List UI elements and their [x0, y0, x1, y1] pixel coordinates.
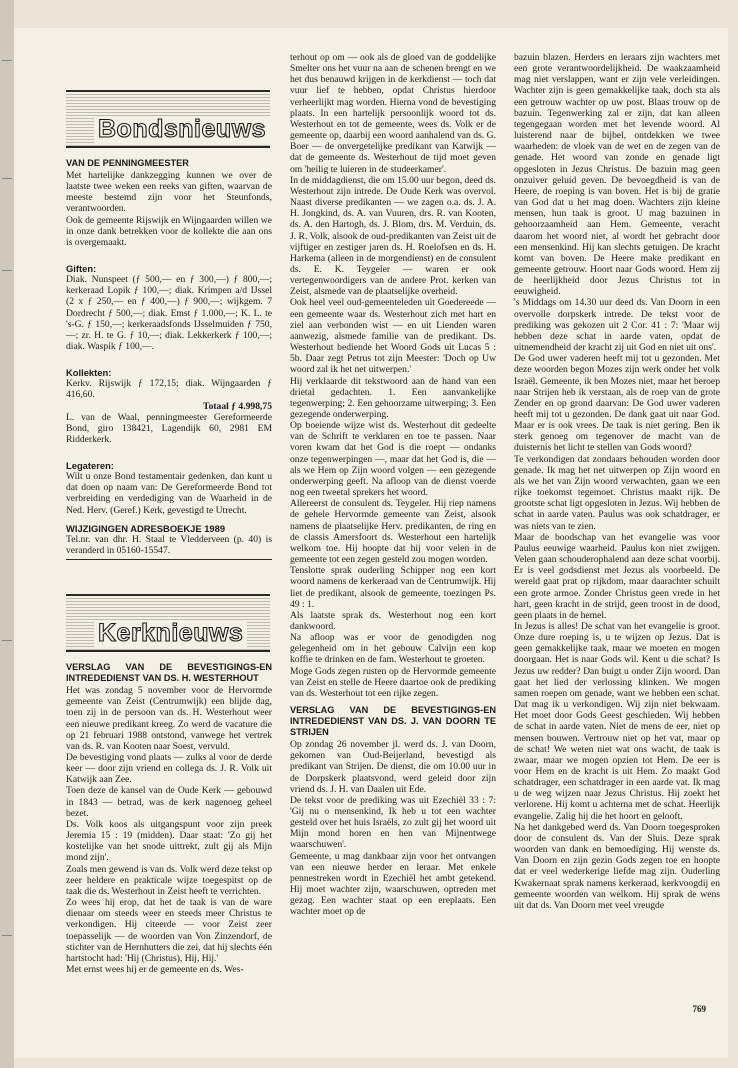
paragraph: Zoals men gewend is van ds. Volk werd deze tekst op zeer heldere en prakticale wijze toegespitst op de taak die ds. Westerhout in Zeist heeft te verrichten.	[66, 863, 272, 897]
edge-mark	[2, 640, 12, 641]
paragraph: Hij verklaarde dit tekstwoord aan de hand van een drietal gedachten. 1. Een aanvankelijke tegenwerping; 2. Een gehoorzame uitwerping; 3. Een gezegende onderwerping.	[290, 375, 496, 420]
paragraph: Tenslotte sprak ouderling Schipper nog een kort woord namens de kerkeraad van de Centrumwijk. Hij liet de predikant, alsook de gemeente, toezingen Ps. 49 : 1.	[290, 565, 496, 610]
paragraph: Maar de boodschap van het evangelie was voor Paulus eeuwige waarheid. Paulus kon niet zwijgen. Velen gaan schouderophalend aan deze schat voorbij. Er is veel godsdienst met Jezus als voorbeeld. De wereld gaat prat op rijkdom, maar daarachter schuilt een grote armoe. Zonder Christus geen vrede in het hart, geen kracht in de strijd, geen troost in de dood, geen plaats in de hemel.	[514, 531, 720, 621]
subheading: Giften:	[66, 263, 97, 275]
paragraph: In Jezus is alles! De schat van het evangelie is groot. Onze dure roeping is, u te wijzen op Jezus. Dat is geen gemakkelijke taak, maar we moeten en mogen doorgaan. Het is naar Gods wil. Kent u die schat? Is Jezus uw redder? Dan buigt u onder Zijn woord. Dan gaat het lied der verlossing klinken. We mogen samen roepen om genade, want we hebben een schat. Dat mag ik u verkondigen. Wij zijn niet bekwaam. Het moet door Gods Geest geschieden. Wij hebben de schat in aarde vaten. Niet de mens de eer, niet op mensen bouwen. Vertrouw niet op het vat, maar op de schat! We weten niet wat ons wacht, de taak is zwaar, maar we mogen opzien tot Hem. De eer is voor Hem en de kracht is uit Hem. Zo maakt God schatdrager, een schatdrager in een aarde vat. Ik mag u de weg wijzen naar Jezus Christus. Hij zoekt het verlorene. Hij komt u achterna met de schat. Heerlijk evangelie. Zalig hij die het hoort en gelooft.	[514, 620, 720, 822]
section-heading: VAN DE PENNINGMEESTER	[66, 158, 189, 168]
signature: L. van de Waal, penningmeester Gereformeerde Bond, giro 138421, Lagendijk 60, 2981 EM Ridderkerk.	[66, 411, 272, 445]
paragraph: Ook de gemeente Rijswijk en Wijngaarden willen we in onze dank betrekken voor de kollekte die aan ons is overgemaakt.	[66, 214, 272, 248]
totaal-line: Totaal ƒ 4.998,75	[203, 400, 272, 412]
document-page	[14, 28, 728, 1058]
paragraph: Te verkondigen dat zondaars behouden worden door genade. Ik mag het net uitwerpen op Zijn woord en als we het van Zijn woord verwachten, gaan we een rijke toekomst tegemoet. Christus maakt rijk. De grootste schat ligt opgesloten in Jezus. Wij hebben de schat in aarde vaten. Paulus was ook schatdrager, er was niets van te zien.	[514, 453, 720, 532]
paragraph: 's Middags om 14.30 uur deed ds. Van Doorn in een overvolle dorpskerk intrede. De tekst voor de prediking was gekozen uit 2 Cor. 41 : 7: 'Maar wij hebben deze schat in aarde vaten, opdat de uitnemendheid der kracht zij uit God en niet uit ons'.	[514, 297, 720, 354]
paragraph: Allereerst de consulent ds. Teygeler. Hij riep namens de gehele Hervormde gemeente van Zeist, alsook namens de plaatselijke Herv. predikanten, de ring en de classis Amersfoort ds. Westerhout een hartelijk welkom toe. Hij hoopte dat hij voor velen in de gemeente tot een zegen gesteld zou mogen worden.	[290, 498, 496, 566]
subheading: WIJZIGINGEN ADRESBOEKJE 1989	[66, 522, 226, 534]
edge-mark	[2, 935, 12, 936]
paragraph: terhout op om — ook als de gloed van de goddelijke Smelter ons het vuur na aan de schenen brengt en we het dus benauwd krijgen in de kerkdienst — toch dat vuur lief te hebben, opdat Christus hierdoor verheerlijkt mag worden. Hierna vond de bevestiging plaats. In een hartelijk persoonlijk woord tot ds. Westerhout en tot de gemeente, wees ds. Volk er de gemeente op, daarbij een woord aanhalend van ds. G. Boer — de onvergetelijke predikant van Katwijk — dat de gemeente ds. Westerhout de tijd moet geven om 'heilig te luieren in de studeerkamer'.	[290, 52, 496, 175]
adjacent-page-edge	[0, 0, 14, 1068]
paragraph: In de middagdienst, die om 15.00 uur begon, deed ds. Westerhout zijn intrede. De Oude Kerk was overvol. Naast diverse predikanten — we zagen o.a. ds. J. A. H. Jongkind, ds. A. van Vuuren, drs. R. van Kooten, ds. A. den Hartogh, ds. J. Blom, drs. M. Verduin, ds. J. R. Volk, alsook de oud-predikanten van Zeist uit de vijftiger en zestiger jaren ds. H. Roelofsen en ds. H. Harkema (alleen in de morgendienst) en de consulent ds. E. K. Teygeler — waren er ook vertegenwoordigers van de andere Prot. kerken van Zeist, alsmede van de plaatselijke overheid.	[290, 174, 496, 298]
edge-mark	[2, 178, 12, 179]
banner-title: Bondsnieuws	[94, 116, 270, 143]
edge-mark	[2, 270, 12, 271]
paragraph: Met ernst wees hij er de gemeente en ds. Wes-	[66, 963, 244, 975]
paragraph: Als laatste sprak ds. Westerhout nog een kort dankwoord.	[290, 609, 496, 632]
paragraph: Gemeente, u mag dankbaar zijn voor het ontvangen van een nieuwe herder en leraar. Met enkele pennestreken wordt in Ezechiël het ambt getekend. Hij moet wachter zijn, waarschuwen, optreden met gezag. Een wachter staat op een ereplaats. Een wachter moet op de	[290, 850, 496, 918]
paragraph: Kerkv. Rijswijk ƒ 172,15; diak. Wijngaarden ƒ 416,60.	[66, 378, 272, 401]
paragraph: Zo wees hij erop, dat het de taak is van de ware dienaar om steeds weer en steeds meer Christus te verkondigen. Hij citeerde — voor Zeist zeer toepasselijk — de woorden van Von Zinzendorf, de stichter van de Hernhutters die zei, dat hij slechts één hartstocht had: 'Hij (Christus), Hij, Hij.'	[66, 897, 272, 964]
paragraph: De bevestiging vond plaats — zulks al voor de derde keer — door zijn vriend en collega ds. J. R. Volk uit Katwijk aan Zee.	[66, 752, 272, 786]
paragraph: Met hartelijke dankzegging kunnen we over de laatste twee weken een reeks van giften, waarvan de meeste bestemd zijn voor het Steunfonds, verantwoorden.	[66, 170, 272, 215]
column-left	[66, 78, 272, 975]
paragraph: Diak. Nunspeet (ƒ 500,— en ƒ 300,—) ƒ 800,—; kerkeraad Lopik ƒ 100,—; diak. Krimpen a/d IJssel (2 x ƒ 250,— en ƒ 400,—) ƒ 900,—; wijkgem. 7 Dordrecht ƒ 500,—; diak. Emst ƒ 1.000,—; K. L. te 's-G. ƒ 150,—; kerkeraadsfonds IJsselmuiden ƒ 750,—; zr. H. te G. ƒ 10,—; diak. Lekkerkerk ƒ 100,—; diak. Waspik ƒ 100,—.	[66, 274, 272, 353]
paragraph: De tekst voor de prediking was uit Ezechiël 33 : 7: 'Gij nu o mensenkind, Ik heb u tot een wachter gesteld over het huis Israëls, zo zult gij het woord uit Mijn mond horen en hen van Mijnentwege waarschuwen'.	[290, 794, 496, 851]
paragraph: Toen deze de kansel van de Oude Kerk — gebouwd in 1843 — betrad, was de kerk nagenoeg geheel bezet.	[66, 785, 272, 819]
bondsnieuws-banner	[66, 90, 270, 148]
subheading: Kollekten:	[66, 367, 112, 379]
section-heading: VERSLAG VAN DE BEVESTIGINGS-EN INTREDEDIENST VAN DS. J. VAN DOORN TE STRIJEN	[290, 705, 496, 738]
banner-title: Kerknieuws	[94, 620, 247, 647]
paragraph: Na afloop was er voor de genodigden nog gelegenheid om in het gebouw Calvijn een kop koffie te drinken en de fam. Westerhout te groeten.	[290, 632, 496, 666]
divider	[66, 559, 272, 560]
section-heading: VERSLAG VAN DE BEVESTIGINGS-EN INTREDEDIENST VAN DS. H. WESTERHOUT	[66, 662, 272, 684]
paragraph: Wilt u onze Bond testamentair gedenken, dan kunt u dat doen op naam van: De Gereformeerde Bond tot verbreiding en verdediging van de Waarheid in de Ned. Herv. (Geref.) Kerk, gevestigd te Utrecht.	[66, 471, 272, 516]
column-right	[514, 52, 720, 911]
edge-mark	[2, 60, 12, 61]
column-middle	[290, 52, 496, 918]
paragraph: Ds. Volk koos als uitgangspunt voor zijn preek Jeremia 15 : 19 (midden). Daar staat: 'Zo gij het kostelijke van het snode uittrekt, zult gij als Mijn mond zijn'.	[66, 818, 272, 864]
paragraph: Moge Gods zegen rusten op de Hervormde gemeente van Zeist en stelle de Heere daartoe ook de prediking van ds. Westerhout tot een rijke zegen.	[290, 665, 496, 699]
paragraph: Tel.nr. van dhr. H. Staal te Vledderveen (p. 40) is veranderd in 05160-15547.	[66, 533, 272, 556]
paragraph: Op zondag 26 november jl. werd ds. J. van Doorn, gekomen van Oud-Beijerland, bevestigd als predikant van Strijen. De dienst, die om 10.00 uur in de Dorpskerk plaatsvond, werd geleid door zijn vriend ds. J. H. van Daalen uit Ede.	[290, 739, 496, 795]
subheading: Legateren:	[66, 460, 114, 472]
kerknieuws-banner	[66, 594, 270, 652]
paragraph: Na het dankgebed werd ds. Van Doorn toegesproken door de consulent ds. Van der Sluis. Deze sprak woorden van dank en bemoediging. Hij wenste ds. Van Doorn en zijn gezin Gods zegen toe en hoopte dat er veel wederkerige liefde mag zijn. Ouderling Kwakernaat sprak namens kerkeraad, kerkvoogdij en gemeente woorden van welkom. Hij sprak de wens uit dat ds. Van Doorn met veel vreugde	[514, 821, 720, 911]
paragraph: Ook heel veel oud-gemeenteleden uit Goedereede — een gemeente waar ds. Westerhout zich met hart en ziel aan verbonden wist — en uit Lienden waren aanwezig, alsmede familie van de predikant. Ds. Westerhout bediende het Woord Gods uit Lucas 5 : 5b. Daar zegt Petrus tot zijn Meester: 'Doch op Uw woord zal ik het net uitwerpen.'	[290, 297, 496, 376]
paragraph: bazuin blazen. Herders en leraars zijn wachters met een grote verantwoordelijkheid. De waakzaamheid mag niet verslappen, want er zijn vele verleidingen. Wachter zijn is geen gemakkelijke taak, doch sta als een getrouw wachter op uw post. Blaas trouw op de bazuin. Tegenwerking zal er zijn, dat kan alleen tegengegaan worden met het levende woord. Al luisterend naar de bijbel, ontdekken we twee waarheden: de vloek van de wet en de zegen van de genade. Het woord van zonde en genade ligt opgesloten in Jezus Christus. De bazuin mag geen onzuiver geluid geven. De bevoegdheid is van de Heere, de roeping is van boven. Het is bij de gratie van God dat u het mag doen. Wachters zijn kleine mensen, hun taak is groot. U mag bazuinen in gehoorzaamheid aan Hem. Gemeente, veracht daarom het woord niet, al wordt het gebracht door een mensenkind. Hij kan slechts getuigen. De kracht komt van boven. De Heere make predikant en gemeente getrouw. Hoort naar Gods woord. Hem zij de heerlijkheid door Jezus Christus tot in eeuwigheid.	[514, 52, 720, 298]
paragraph: Het was zondag 5 november voor de Hervormde gemeente van Zeist (Centrumwijk) een blijde dag, toen zij in de persoon van ds. H. Westerhout weer een nieuwe predikant kreeg. Zo werd de vacature die op 21 februari 1988 ontstond, vanwege het vertrek van ds. R. van Kooten naar Soest, vervuld.	[66, 685, 272, 752]
page-number: 769	[692, 1004, 706, 1014]
paragraph: Op boeiende wijze wist ds. Westerhout dit gedeelte van de Schrift te verklaren en toe te passen. Naar voren kwam dat het God is die roept — ondanks onze tegenwerpingen —, maar dat het God is, die — als we Hem op Zijn woord volgen — een gezegende onderwerping geeft. Na afloop van de dienst voerde nog een tweetal sprekers het woord.	[290, 420, 496, 499]
paragraph: De God uwer vaderen heeft mij tot u gezonden. Met deze woorden begon Mozes zijn werk onder het volk Israël. Gemeente, ik ben Mozes niet, maar het beroep naar Strijen heb ik verstaan, als de roep van de grote Zender en op grond daarvan: De God uwer vaderen heeft mij tot u gezonden. De dank gaat uit naar God. Maar er is ook vrees. De taak is niet gering. Ben ik sterk genoeg om tegenover de macht van de duisternis het licht te stellen van Gods woord?	[514, 353, 720, 454]
